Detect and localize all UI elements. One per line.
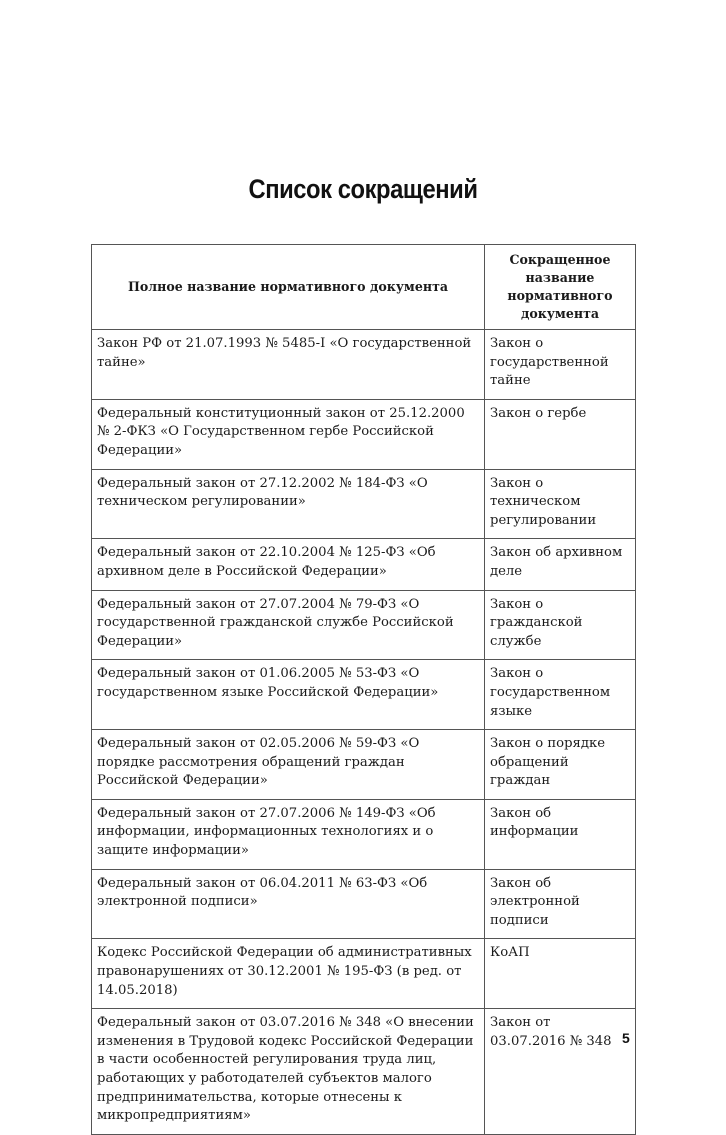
table-row (92, 939, 636, 1009)
table-row (92, 469, 636, 539)
short-name-cell: Закон о гербе (485, 399, 636, 469)
short-name-cell: Закон о государственной тайне (485, 330, 636, 400)
header-full-name: Полное название нормативного документа (92, 245, 485, 330)
short-name-cell: Закон об информации (485, 799, 636, 869)
full-name-cell: Федеральный конституционный закон от 25.12.2000 № 2-ФКЗ «О Государственном гербе Российской Федерации» (92, 399, 485, 469)
table-header (92, 245, 636, 330)
short-name-cell: Закон о порядке обращений граждан (485, 730, 636, 800)
full-name-cell: Федеральный закон от 27.12.2002 № 184-ФЗ «О техническом регулировании» (92, 469, 485, 539)
full-name-cell: Федеральный закон от 03.07.2016 № 348 «О внесении изменения в Трудовой кодекс Российской Федерации в части особенностей регулирования труда лиц, работающих у работодателей субъектов малого предпринимательства, которые отнесены к микропредприятиям» (92, 1009, 485, 1135)
full-name-cell: Закон РФ от 21.07.1993 № 5485-I «О государственной тайне» (92, 330, 485, 400)
short-name-cell: КоАП (485, 939, 636, 1009)
page-title: Список сокращений (248, 174, 478, 204)
short-name-cell: Закон об архивном деле (485, 539, 636, 590)
table-row (92, 869, 636, 939)
short-name-cell: Закон об электронной подписи (485, 869, 636, 939)
page-number: 5 (622, 1030, 630, 1046)
table-row (92, 539, 636, 590)
table-row (92, 730, 636, 800)
table-row (92, 399, 636, 469)
full-name-cell: Федеральный закон от 06.04.2011 № 63-ФЗ «Об электронной подписи» (92, 869, 485, 939)
header-short-name: Сокращенное название нормативного документа (485, 245, 636, 330)
table-body (92, 330, 636, 1135)
full-name-cell: Федеральный закон от 22.10.2004 № 125-ФЗ «Об архивном деле в Российской Федерации» (92, 539, 485, 590)
full-name-cell: Федеральный закон от 02.05.2006 № 59-ФЗ «О порядке рассмотрения обращений граждан Российской Федерации» (92, 730, 485, 800)
short-name-cell: Закон о техническом регулировании (485, 469, 636, 539)
short-name-cell: Закон о государственном языке (485, 660, 636, 730)
table-row (92, 1009, 636, 1135)
short-name-cell: Закон от 03.07.2016 № 348 (485, 1009, 636, 1135)
abbreviations-table (91, 244, 636, 1135)
table-row (92, 660, 636, 730)
short-name-cell: Закон о гражданской службе (485, 590, 636, 660)
full-name-cell: Федеральный закон от 27.07.2006 № 149-ФЗ «Об информации, информационных технологиях и о защите информации» (92, 799, 485, 869)
full-name-cell: Федеральный закон от 01.06.2005 № 53-ФЗ «О государственном языке Российской Федерации» (92, 660, 485, 730)
table-row (92, 799, 636, 869)
header-row (92, 245, 636, 330)
table-row (92, 330, 636, 400)
full-name-cell: Федеральный закон от 27.07.2004 № 79-ФЗ «О государственной гражданской службе Российской Федерации» (92, 590, 485, 660)
table-row (92, 590, 636, 660)
full-name-cell: Кодекс Российской Федерации об административных правонарушениях от 30.12.2001 № 195-ФЗ (в ред. от 14.05.2018) (92, 939, 485, 1009)
